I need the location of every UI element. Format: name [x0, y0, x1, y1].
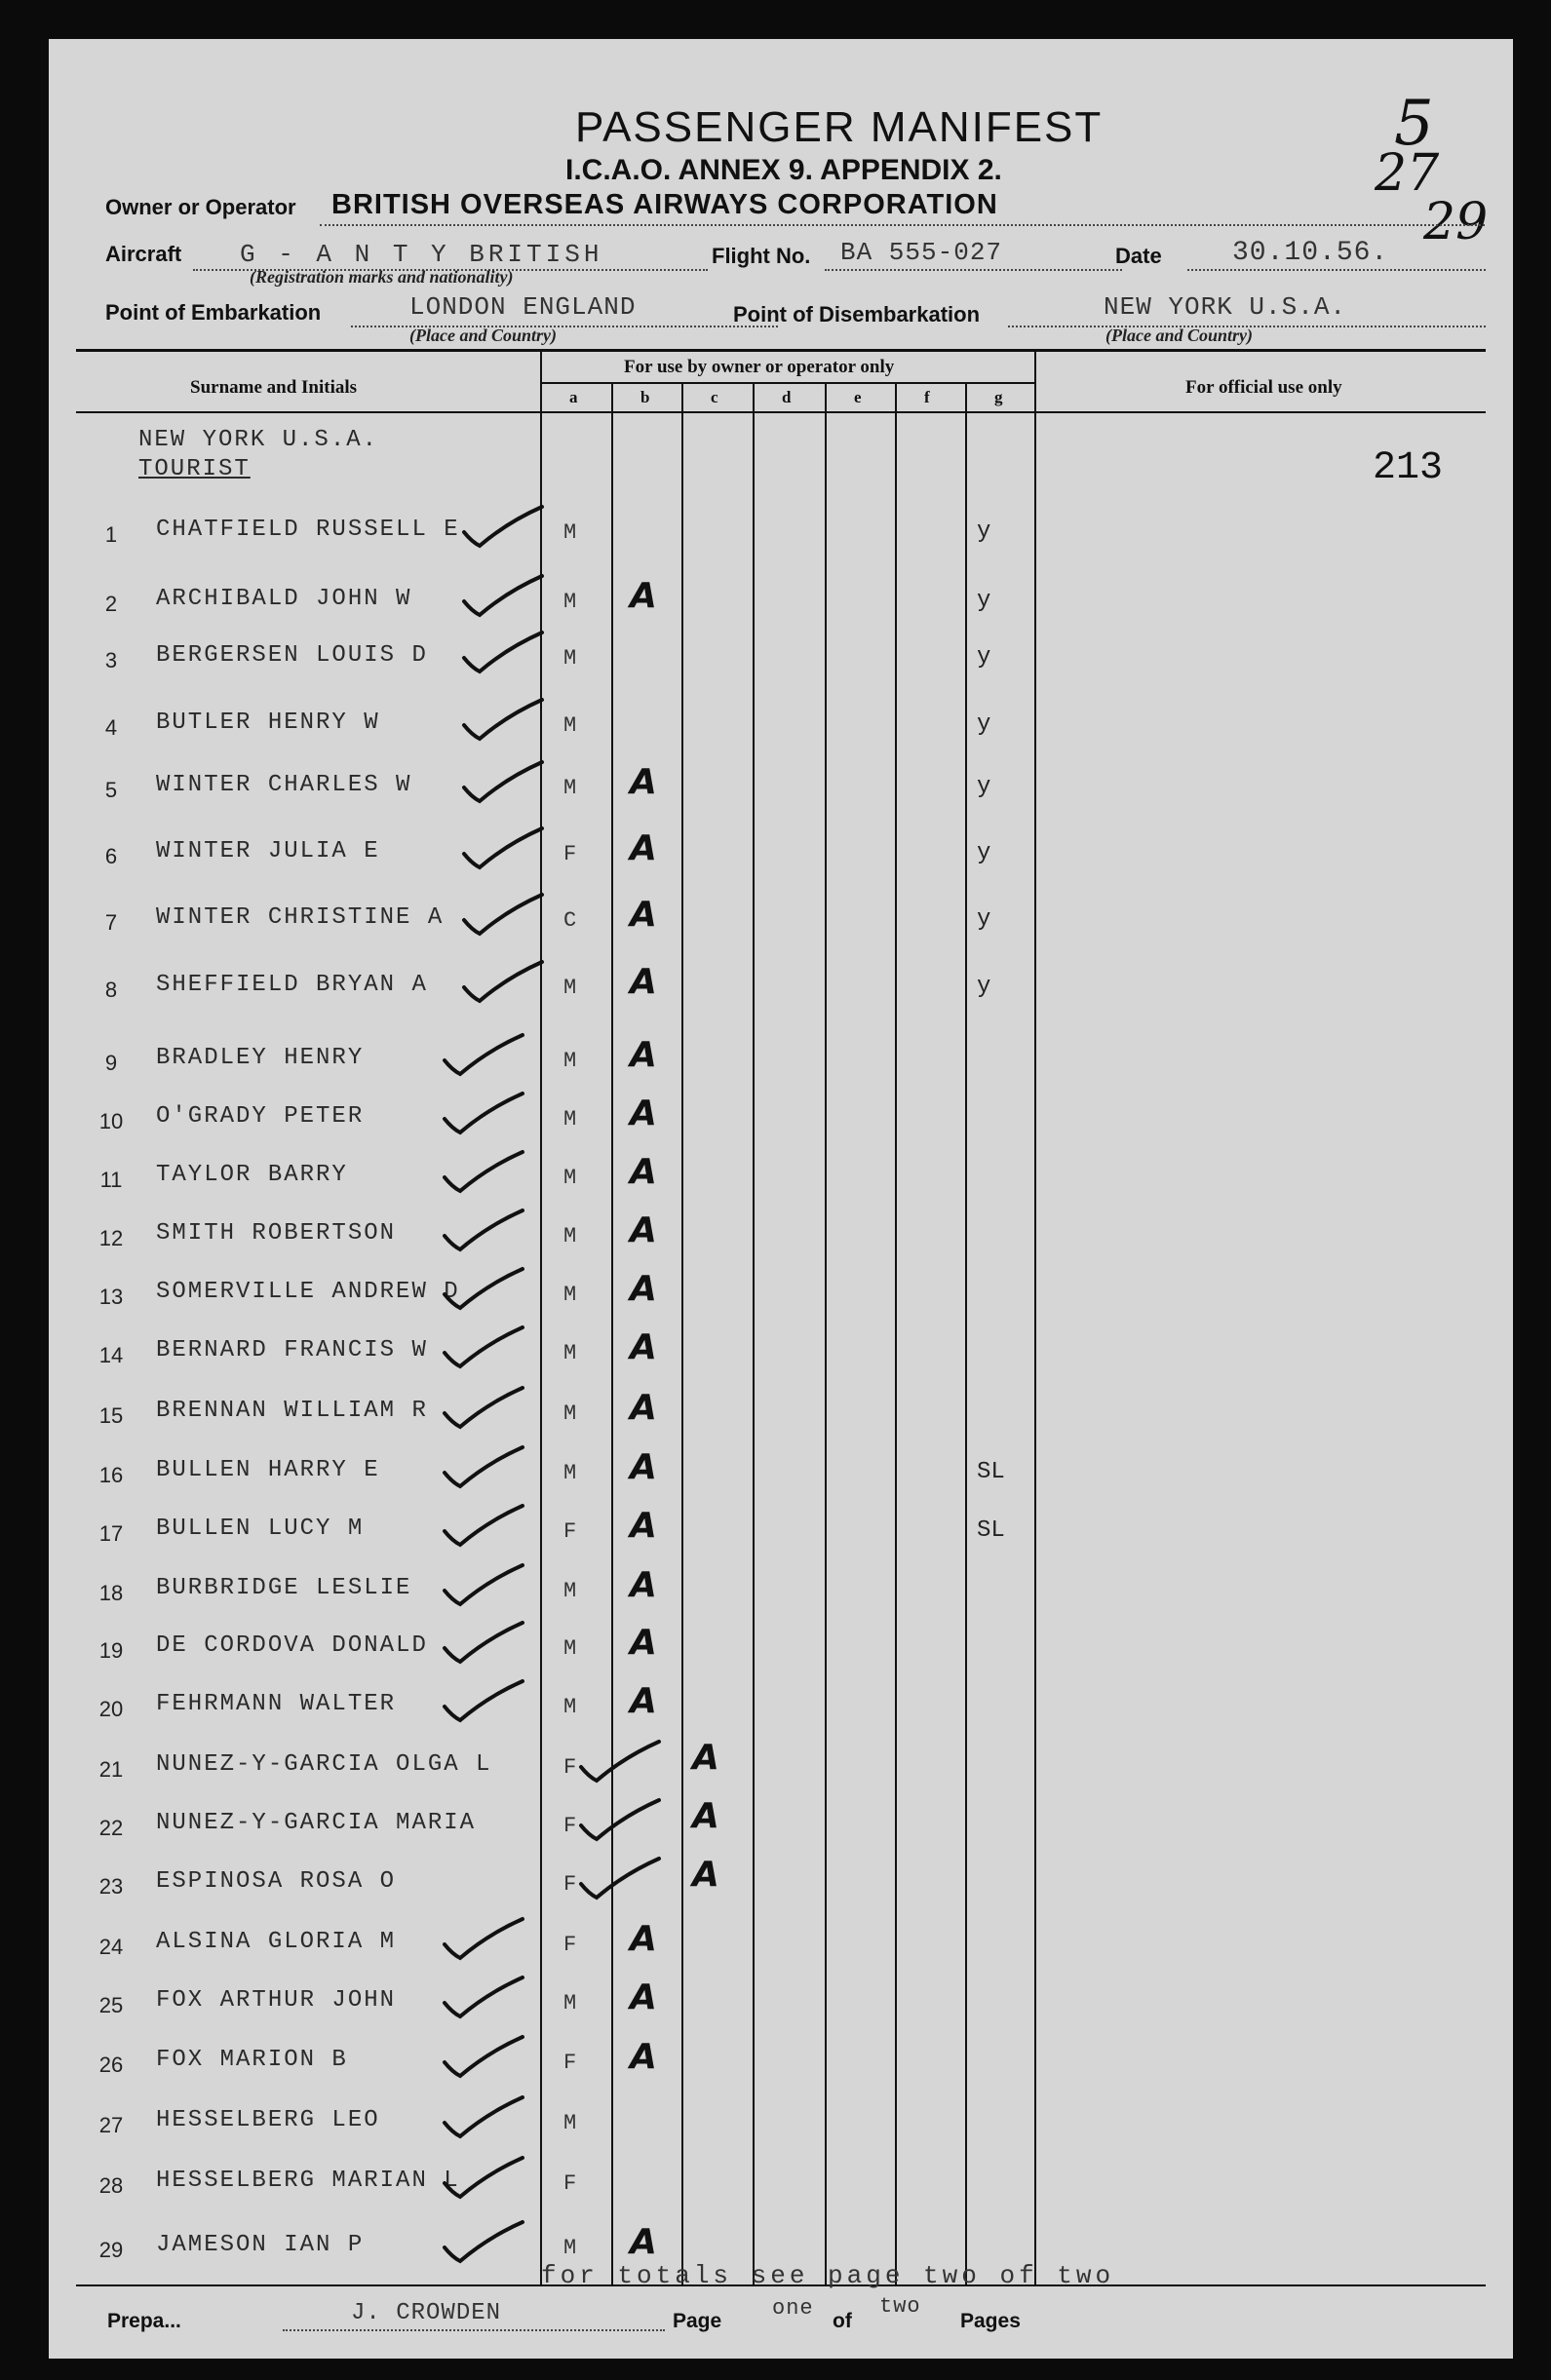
- subcol-header-f: f: [924, 388, 930, 406]
- totals-note: for totals see page two of two: [541, 2261, 1115, 2290]
- check-mark-icon: [458, 629, 546, 677]
- sex-code: F: [563, 1814, 577, 1838]
- sex-code: M: [563, 1579, 577, 1603]
- column-b-mark: A: [630, 1152, 657, 1192]
- pages-label: Pages: [960, 2310, 1021, 2332]
- subcol-header-b: b: [640, 388, 650, 406]
- column-b-mark: A: [630, 1919, 657, 1959]
- subcol-header-g: g: [994, 388, 1003, 406]
- sex-code: M: [563, 520, 577, 545]
- check-mark-icon: [439, 2154, 526, 2203]
- check-mark-icon: [458, 891, 546, 940]
- passenger-name: BRADLEY HENRY: [156, 1045, 365, 1071]
- page-value: one: [772, 2296, 814, 2321]
- col-f-left: [895, 382, 897, 2284]
- sex-code: M: [563, 1341, 577, 1365]
- check-mark-icon: [575, 1855, 663, 1903]
- row-number: 19: [98, 1638, 124, 1663]
- disembark-value: NEW YORK U.S.A.: [1104, 292, 1347, 322]
- column-b-mark: A: [630, 2222, 657, 2262]
- prepared-by: J. CROWDEN: [351, 2300, 502, 2326]
- disembark-note: (Place and Country): [1105, 326, 1253, 345]
- passenger-name: BURBRIDGE LESLIE: [156, 1575, 412, 1601]
- sex-code: M: [563, 1166, 577, 1190]
- row-number: 10: [98, 1109, 124, 1133]
- column-b-mark: A: [630, 895, 657, 935]
- row-number: 18: [98, 1581, 124, 1605]
- of-label: of: [833, 2310, 852, 2332]
- surname-header: Surname and Initials: [190, 377, 358, 398]
- embark-label: Point of Embarkation: [105, 300, 322, 325]
- registration-note: (Registration marks and nationality): [250, 267, 514, 287]
- corner-mark-2: 27: [1375, 144, 1440, 203]
- sex-code: M: [563, 1401, 577, 1426]
- check-mark-icon: [458, 503, 546, 552]
- column-b-mark: A: [630, 1681, 657, 1721]
- subcol-header-e: e: [854, 388, 862, 406]
- column-g-value: y: [977, 518, 991, 545]
- row-number: 8: [104, 978, 118, 1002]
- passenger-name: HESSELBERG LEO: [156, 2107, 380, 2133]
- of-total: two: [879, 2294, 921, 2319]
- date-label: Date: [1115, 244, 1162, 268]
- column-g-value: y: [977, 588, 991, 614]
- passenger-name: ARCHIBALD JOHN W: [156, 586, 412, 612]
- sex-code: M: [563, 1991, 577, 2015]
- passenger-name: WINTER CHRISTINE A: [156, 904, 445, 931]
- passenger-name: SHEFFIELD BRYAN A: [156, 972, 428, 998]
- passenger-name: BULLEN HARRY E: [156, 1457, 380, 1483]
- row-number: 14: [98, 1343, 124, 1367]
- column-b-mark: A: [630, 1327, 657, 1367]
- passenger-name: FEHRMANN WALTER: [156, 1691, 397, 1717]
- destination-line: NEW YORK U.S.A.: [138, 427, 379, 453]
- passenger-name: DE CORDOVA DONALD: [156, 1632, 428, 1659]
- column-b-mark: A: [630, 1269, 657, 1309]
- check-mark-icon: [439, 1915, 526, 1964]
- passenger-name: HESSELBERG MARIAN L: [156, 2168, 460, 2194]
- flight-value: BA 555-027: [840, 238, 1003, 267]
- sex-code: M: [563, 1107, 577, 1132]
- official-header: For official use only: [1185, 377, 1342, 398]
- row-number: 7: [104, 910, 118, 935]
- embark-note: (Place and Country): [409, 326, 557, 345]
- aircraft-label: Aircraft: [105, 242, 182, 266]
- check-mark-icon: [439, 1324, 526, 1372]
- column-g-value: y: [977, 644, 991, 671]
- passenger-name: NUNEZ-Y-GARCIA MARIA: [156, 1810, 477, 1836]
- row-number: 29: [98, 2238, 124, 2262]
- column-g-value: SL: [977, 1459, 1005, 1485]
- column-b-mark: A: [630, 762, 657, 802]
- check-mark-icon: [439, 1974, 526, 2022]
- column-b-mark: A: [630, 1210, 657, 1250]
- column-c-mark: A: [692, 1855, 719, 1895]
- sex-code: F: [563, 1933, 577, 1957]
- column-g-value: y: [977, 906, 991, 933]
- date-value: 30.10.56.: [1232, 238, 1389, 268]
- passenger-name: WINTER CHARLES W: [156, 772, 412, 798]
- check-mark-icon: [439, 1677, 526, 1726]
- sex-code: M: [563, 976, 577, 1000]
- page-label: Page: [673, 2310, 722, 2332]
- owner-dotline: [320, 224, 1485, 226]
- column-g-value: y: [977, 840, 991, 866]
- row-number: 24: [98, 1935, 124, 1959]
- owner-label: Owner or Operator: [105, 195, 296, 219]
- column-b-mark: A: [630, 828, 657, 868]
- manifest-title: PASSENGER MANIFEST: [575, 103, 1104, 151]
- passenger-name: FOX MARION B: [156, 2047, 348, 2073]
- row-number: 3: [104, 648, 118, 672]
- passenger-name: ESPINOSA ROSA O: [156, 1868, 397, 1895]
- check-mark-icon: [458, 958, 546, 1007]
- column-b-mark: A: [630, 1977, 657, 2017]
- row-number: 6: [104, 844, 118, 868]
- passenger-name: BUTLER HENRY W: [156, 710, 380, 736]
- row-number: 20: [98, 1697, 124, 1721]
- column-b-mark: A: [630, 1623, 657, 1663]
- row-number: 25: [98, 1993, 124, 2017]
- row-number: 26: [98, 2053, 124, 2077]
- column-c-mark: A: [692, 1738, 719, 1778]
- sex-code: M: [563, 776, 577, 800]
- column-g-value: y: [977, 711, 991, 738]
- sex-code: C: [563, 908, 577, 933]
- manifest-subtitle: I.C.A.O. ANNEX 9. APPENDIX 2.: [565, 154, 1002, 186]
- sex-code: F: [563, 2171, 577, 2196]
- check-mark-icon: [439, 1090, 526, 1138]
- row-number: 5: [104, 778, 118, 802]
- check-mark-icon: [458, 696, 546, 745]
- column-g-value: SL: [977, 1517, 1005, 1544]
- check-mark-icon: [439, 2093, 526, 2142]
- operator-header: For use by owner or operator only: [624, 357, 895, 377]
- col-b-left: [611, 382, 613, 2284]
- row-number: 27: [98, 2113, 124, 2137]
- passenger-name: WINTER JULIA E: [156, 838, 380, 864]
- subcol-header-a: a: [569, 388, 578, 406]
- passenger-name: TAYLOR BARRY: [156, 1162, 348, 1188]
- manifest-page: [49, 39, 1513, 2359]
- passenger-name: BERGERSEN LOUIS D: [156, 642, 428, 669]
- aircraft-value: G - A N T Y BRITISH: [240, 240, 603, 269]
- row-number: 22: [98, 1816, 124, 1840]
- sex-code: F: [563, 1755, 577, 1780]
- sex-code: M: [563, 1283, 577, 1307]
- passenger-name: BRENNAN WILLIAM R: [156, 1398, 428, 1424]
- check-mark-icon: [439, 2033, 526, 2082]
- row-number: 23: [98, 1874, 124, 1899]
- sex-code: F: [563, 1519, 577, 1544]
- owner-value: BRITISH OVERSEAS AIRWAYS CORPORATION: [331, 189, 998, 220]
- corner-mark-1: 5: [1394, 88, 1434, 160]
- sex-code: M: [563, 1461, 577, 1485]
- flight-label: Flight No.: [712, 244, 811, 268]
- prepared-dotline: [283, 2329, 665, 2331]
- passenger-name: O'GRADY PETER: [156, 1103, 365, 1130]
- sex-code: M: [563, 646, 577, 671]
- row-number: 11: [99, 1168, 123, 1192]
- sex-code: M: [563, 2236, 577, 2260]
- check-mark-icon: [439, 1148, 526, 1197]
- col-d-left: [753, 382, 755, 2284]
- col-g-left: [965, 382, 967, 2284]
- passenger-name: BERNARD FRANCIS W: [156, 1337, 428, 1363]
- column-b-mark: A: [630, 1506, 657, 1546]
- column-g-value: y: [977, 974, 991, 1000]
- embark-value: LONDON ENGLAND: [409, 292, 637, 322]
- check-mark-icon: [575, 1738, 663, 1786]
- passenger-name: BULLEN LUCY M: [156, 1516, 365, 1542]
- row-number: 2: [104, 592, 118, 616]
- column-b-mark: A: [630, 576, 657, 616]
- check-mark-icon: [439, 1384, 526, 1433]
- subcol-header-d: d: [782, 388, 792, 406]
- row-number: 16: [98, 1463, 124, 1487]
- row-number: 12: [98, 1226, 124, 1250]
- sex-code: M: [563, 2111, 577, 2135]
- sex-code: F: [563, 2051, 577, 2075]
- column-b-mark: A: [630, 1388, 657, 1428]
- sex-code: M: [563, 1049, 577, 1073]
- column-g-value: y: [977, 774, 991, 800]
- corner-mark-3: 29: [1423, 193, 1489, 251]
- row-number: 28: [98, 2173, 124, 2198]
- sex-code: M: [563, 1695, 577, 1719]
- official-col-left: [1034, 349, 1036, 2284]
- subcol-header-c: c: [711, 388, 718, 406]
- row-number: 1: [104, 522, 118, 547]
- column-b-mark: A: [630, 2037, 657, 2077]
- class-line: TOURIST: [138, 456, 251, 482]
- passenger-name: SOMERVILLE ANDREW D: [156, 1279, 460, 1305]
- row-number: 13: [98, 1285, 124, 1309]
- column-b-mark: A: [630, 1565, 657, 1605]
- row-number: 15: [98, 1403, 124, 1428]
- disembark-label: Point of Disembarkation: [733, 302, 981, 326]
- check-mark-icon: [458, 758, 546, 807]
- check-mark-icon: [439, 1502, 526, 1551]
- passenger-name: JAMESON IAN P: [156, 2232, 365, 2258]
- check-mark-icon: [439, 1561, 526, 1610]
- column-b-mark: A: [630, 962, 657, 1002]
- row-number: 17: [98, 1521, 124, 1546]
- table-top-rule: [76, 349, 1486, 352]
- column-b-mark: A: [630, 1447, 657, 1487]
- official-number: 213: [1373, 446, 1444, 490]
- check-mark-icon: [439, 1207, 526, 1255]
- subheader-rule: [540, 382, 1034, 384]
- table-header-rule: [76, 411, 1486, 413]
- row-number: 21: [98, 1757, 124, 1782]
- passenger-name: NUNEZ-Y-GARCIA OLGA L: [156, 1751, 492, 1778]
- check-mark-icon: [439, 1443, 526, 1492]
- date-dotline: [1187, 269, 1486, 271]
- prepared-label: Prepa...: [107, 2310, 181, 2332]
- check-mark-icon: [458, 825, 546, 873]
- check-mark-icon: [439, 1619, 526, 1668]
- check-mark-icon: [439, 1265, 526, 1314]
- column-b-mark: A: [630, 1094, 657, 1133]
- sex-code: F: [563, 1872, 577, 1897]
- sex-code: M: [563, 1636, 577, 1661]
- flight-dotline: [825, 269, 1122, 271]
- col-e-left: [825, 382, 827, 2284]
- sex-code: M: [563, 713, 577, 738]
- row-number: 4: [104, 715, 118, 740]
- sex-code: M: [563, 1224, 577, 1248]
- col-c-left: [681, 382, 683, 2284]
- sex-code: F: [563, 842, 577, 866]
- sex-code: M: [563, 590, 577, 614]
- check-mark-icon: [439, 1031, 526, 1080]
- passenger-name: SMITH ROBERTSON: [156, 1220, 397, 1247]
- column-b-mark: A: [630, 1035, 657, 1075]
- check-mark-icon: [575, 1796, 663, 1845]
- passenger-name: ALSINA GLORIA M: [156, 1929, 397, 1955]
- passenger-name: FOX ARTHUR JOHN: [156, 1987, 397, 2014]
- check-mark-icon: [458, 572, 546, 621]
- column-c-mark: A: [692, 1796, 719, 1836]
- passenger-name: CHATFIELD RUSSELL E: [156, 517, 460, 543]
- check-mark-icon: [439, 2218, 526, 2267]
- row-number: 9: [104, 1051, 118, 1075]
